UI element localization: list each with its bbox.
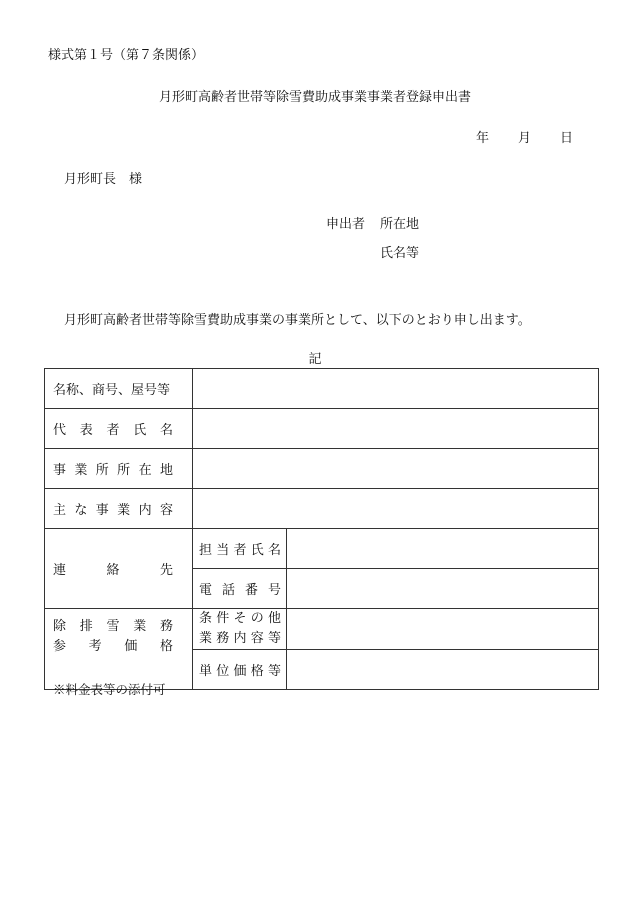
phone-label-cell: 電 話 番 号 bbox=[193, 569, 287, 609]
unit-price-label-cell: 単 位 価 格 等 bbox=[193, 650, 287, 690]
table-row bbox=[45, 489, 599, 529]
ki-heading: 記 bbox=[308, 352, 322, 367]
ref-note: ※料金表等の添付可 bbox=[53, 682, 166, 697]
year-label: 年 bbox=[476, 131, 490, 146]
rep-row-label: 代 表 者 氏 名 bbox=[45, 409, 193, 449]
phone-value-cell[interactable] bbox=[287, 569, 599, 609]
table-row bbox=[45, 409, 599, 449]
day-label: 日 bbox=[560, 131, 574, 146]
contact-row-label: 連 絡 先 bbox=[45, 529, 193, 609]
office-value-cell[interactable] bbox=[193, 449, 599, 489]
unit-price-value-cell[interactable] bbox=[287, 650, 599, 690]
conditions-value-cell[interactable] bbox=[287, 609, 599, 650]
applicant-label: 申出者 bbox=[326, 217, 366, 232]
table-row bbox=[45, 449, 599, 489]
name-value-cell[interactable] bbox=[193, 369, 599, 409]
rep-value-cell[interactable] bbox=[193, 409, 599, 449]
ref-price-label: 除 排 雪 業 務 参 考 価 格 ※料金表等の添付可 bbox=[45, 609, 193, 690]
table-row bbox=[45, 529, 599, 569]
month-label: 月 bbox=[518, 131, 532, 146]
table-row bbox=[45, 369, 599, 409]
table-row bbox=[45, 609, 599, 650]
name-row-label: 名称、商号、屋号等 bbox=[45, 369, 193, 409]
office-row-label: 事 業 所 所 在 地 bbox=[45, 449, 193, 489]
document-title: 月形町高齢者世帯等除雪費助成事業事業者登録申出書 bbox=[158, 90, 471, 105]
person-label-cell: 担 当 者 氏 名 bbox=[193, 529, 287, 569]
name-label: 氏名等 bbox=[380, 246, 420, 261]
addressee: 月形町長 様 bbox=[64, 172, 143, 187]
address-label: 所在地 bbox=[380, 217, 420, 232]
business-row-label: 主 な 事 業 内 容 bbox=[45, 489, 193, 529]
statement: 月形町高齢者世帯等除雪費助成事業の事業所として、以下のとおり申し出ます。 bbox=[64, 313, 531, 328]
form-number: 様式第１号（第７条関係） bbox=[48, 48, 205, 63]
person-value-cell[interactable] bbox=[287, 529, 599, 569]
registration-table bbox=[44, 368, 599, 697]
conditions-label-cell: 条 件 そ の 他 業 務 内 容 等 bbox=[193, 609, 287, 650]
business-value-cell[interactable] bbox=[193, 489, 599, 529]
